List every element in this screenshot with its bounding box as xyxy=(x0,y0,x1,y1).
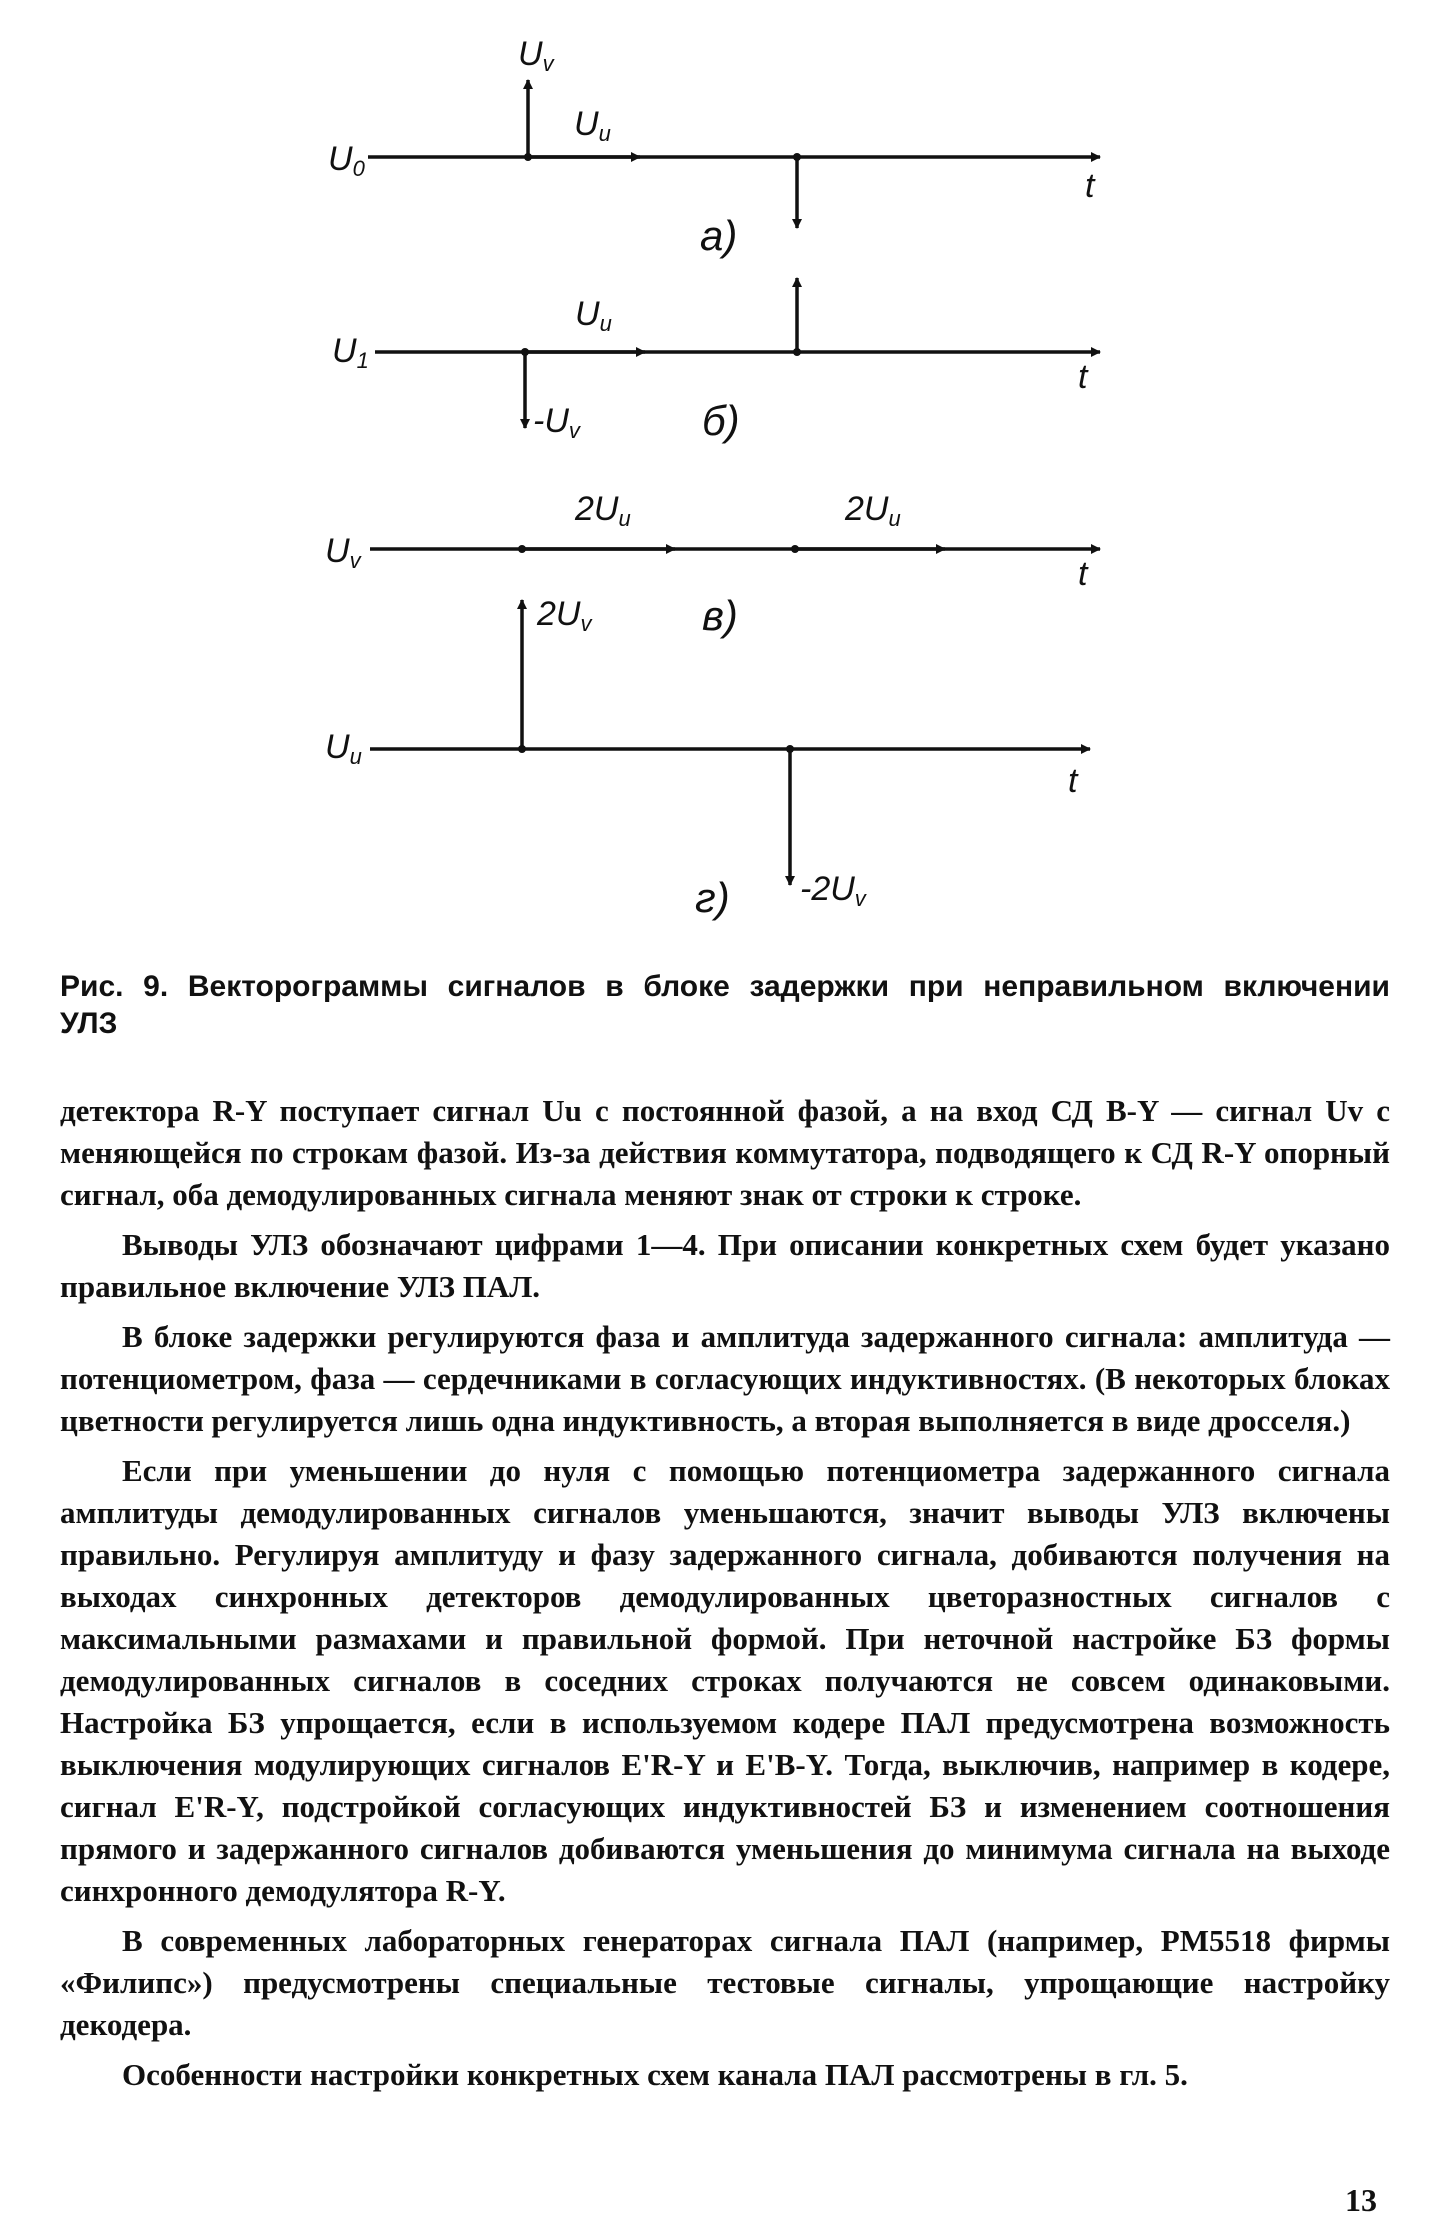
paragraph-3: В блоке задержки регулируются фаза и амплитуда задержанного сигнала: амплитуда — потенциометром, фаза — сердечниками в согласующих индуктивностях. (В некоторых блоках цветности регулируется лишь одна индуктивность, а вторая выполняется в виде дросселя.) xyxy=(60,1319,1390,1438)
paragraph-5: В современных лабораторных генераторах сигнала ПАЛ (например, PM5518 фирмы «Филипс») предусмотрены специальные тестовые сигналы, упрощающие настройку декодера. xyxy=(60,1923,1390,2042)
node-dot xyxy=(524,153,532,161)
label-a-vec2: Uu xyxy=(574,105,611,146)
label-v-vec2: 2Uu xyxy=(845,490,901,531)
label-v-part: в) xyxy=(702,592,738,639)
node-dot xyxy=(793,153,801,161)
label-b-vec2: -Uv xyxy=(533,402,580,443)
node-dot xyxy=(791,545,799,553)
label-a-vec1: Uv xyxy=(518,35,554,76)
paragraph-4: Если при уменьшении до нуля с помощью потенциометра задержанного сигнала амплитуды демодулированных сигналов уменьшаются, значит выводы УЛЗ включены правильно. Регулируя амплитуду и фазу задержанного сигнала, добиваются получения на выходах синхронных детекторов демодулированных цветоразностных сигналов с максимальными размахами и правильной формой. При неточной настройке БЗ формы демодулированных сигналов в соседних строках получаются не совсем одинаковыми. Настройка БЗ упрощается, если в используемом кодере ПАЛ предусмотрена возможность выключения модулирующих сигналов E'R-Y и E'B-Y. Тогда, выключив, например в кодере, сигнал E'R-Y, подстройкой согласующих индуктивностей БЗ и изменением соотношения прямого и задержанного сигналов добиваются уменьшения до минимума сигнала на выходе синхронного демодулятора R-Y. xyxy=(60,1453,1390,1908)
label-a-signal: U0 xyxy=(328,140,365,181)
body-text xyxy=(60,1090,1390,2104)
label-v-signal: Uv xyxy=(325,532,361,573)
label-g-vec1: 2Uv xyxy=(537,595,592,636)
paragraph-1: детектора R-Y поступает сигнал Uu с постоянной фазой, а на вход СД B-Y — сигнал Uv с меняющейся по строкам фазой. Из-за действия коммутатора, подводящего к СД R-Y опорный сигнал, оба демодулированных сигнала меняют знак от строки к строке. xyxy=(60,1093,1390,1212)
label-g-vec2: -2Uv xyxy=(800,870,866,911)
label-a-part: а) xyxy=(700,212,738,259)
label-a-axis: t xyxy=(1085,167,1095,205)
figure-caption xyxy=(60,968,1390,1042)
node-dot xyxy=(521,348,529,356)
page-number: 13 xyxy=(1345,2182,1377,2218)
node-dot xyxy=(793,348,801,356)
label-v-vec1: 2Uu xyxy=(575,490,631,531)
paragraph-2: Выводы УЛЗ обозначают цифрами 1—4. При описании конкретных схем будет указано правильное включение УЛЗ ПАЛ. xyxy=(60,1227,1390,1304)
caption-line-1: Рис. 9. Векторограммы сигналов в блоке задержки при неправильном включении xyxy=(60,970,1390,1003)
caption-line-2: УЛЗ xyxy=(60,1007,118,1040)
label-v-axis: t xyxy=(1078,555,1088,593)
node-dot xyxy=(786,745,794,753)
label-b-vec1: Uu xyxy=(575,295,612,336)
label-b-part: б) xyxy=(702,397,740,444)
label-b-axis: t xyxy=(1078,358,1088,396)
label-b-signal: U1 xyxy=(332,332,369,373)
label-g-signal: Uu xyxy=(325,728,362,769)
label-g-axis: t xyxy=(1068,762,1078,800)
node-dot xyxy=(518,545,526,553)
label-g-part: г) xyxy=(695,874,730,921)
vectorgram-figure xyxy=(0,0,1431,960)
paragraph-6: Особенности настройки конкретных схем канала ПАЛ рассмотрены в гл. 5. xyxy=(122,2057,1188,2092)
node-dot xyxy=(518,745,526,753)
